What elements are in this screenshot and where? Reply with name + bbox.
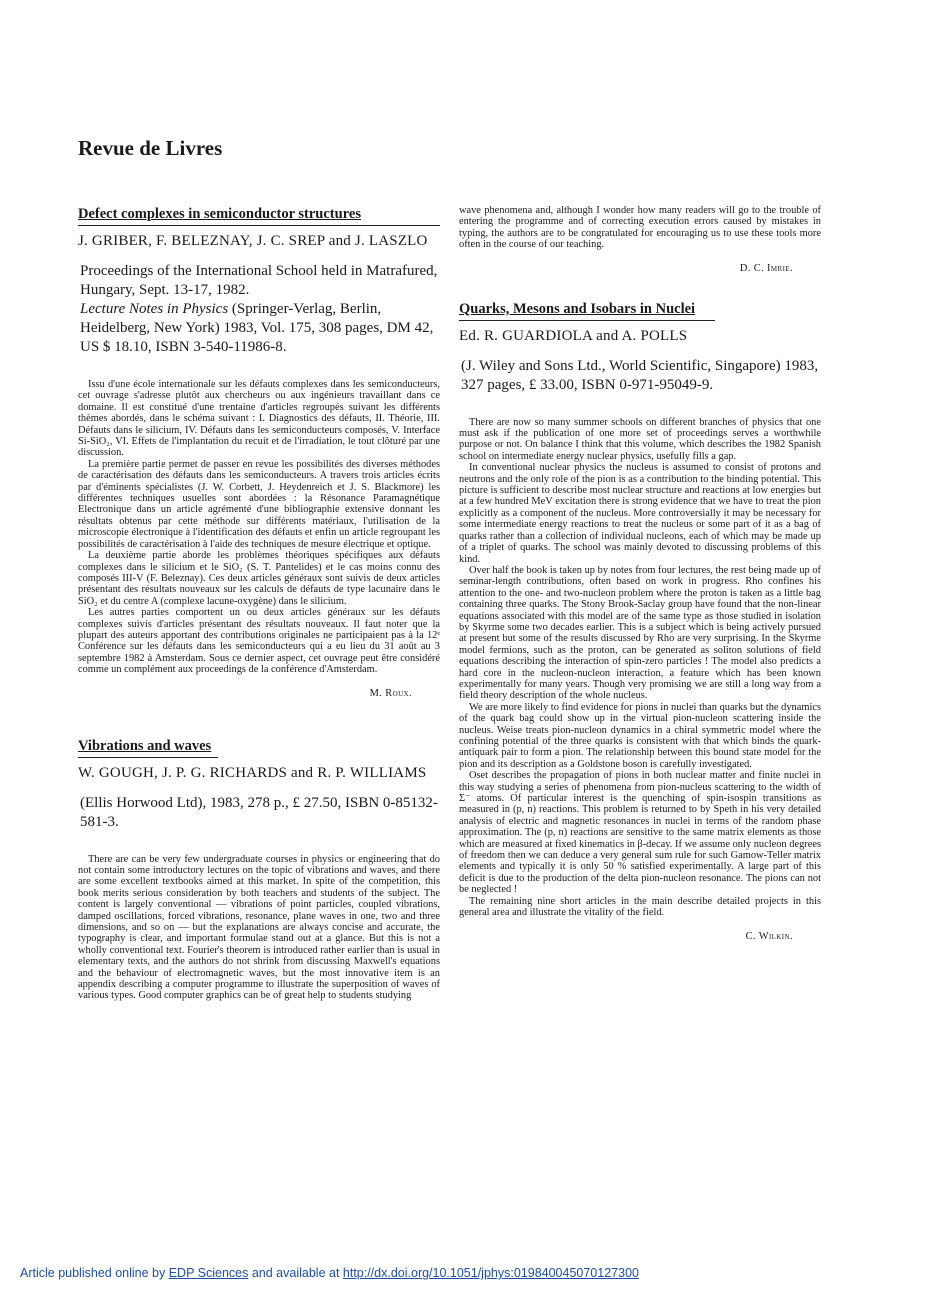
footer-prefix: Article published online by bbox=[20, 1266, 169, 1280]
review-body bbox=[459, 417, 821, 919]
review-body-continued bbox=[459, 205, 821, 251]
reviewer-signature: C. Wilkin. bbox=[745, 930, 793, 942]
footer-middle: and available at bbox=[248, 1266, 343, 1280]
review-quarks-mesons bbox=[459, 300, 821, 942]
publisher-link[interactable]: EDP Sciences bbox=[168, 1266, 249, 1280]
title-rule bbox=[78, 225, 440, 226]
series-title: Lecture Notes in Physics bbox=[80, 301, 229, 317]
review-title: Quarks, Mesons and Isobars in Nuclei bbox=[459, 300, 696, 317]
paragraph: In conventional nuclear physics the nucleus is assumed to consist of protons and neutrons and the only role of the pion is as a contribution to the binding potential. This picture is sufficient to describe most nuclear structure and reactions at low energies but at a few hundred MeV excitation there is strong evidence that we have to treat the pion explicitly as a component of the nucleus. More controversially it may be necessary for some intermediate energy reactions to treat the nucleus or some part of it as a bag of quarks rather than a collection of individual nucleons, each of which may be made up of a triplet of quarks. The school was mainly devoted to discussing problems of this kind. bbox=[459, 462, 821, 565]
review-body bbox=[78, 854, 440, 1002]
review-authors: J. GRIBER, F. BELEZNAY, J. C. SREP and J. LASZLO bbox=[78, 233, 428, 249]
citation-line: Proceedings of the International School held in Matrafured, Hungary, Sept. 13-17, 1982. bbox=[80, 263, 438, 298]
page-title: Revue de Livres bbox=[78, 136, 223, 160]
paragraph: The remaining nine short articles in the main describe detailed projects in this general area and illustrate the vitality of the field. bbox=[459, 895, 821, 919]
paragraph: La première partie permet de passer en revue les possibilités des diverses méthodes de caractérisation des défauts dans les semiconducteurs. A travers trois articles écrits par d'éminents spécialistes (J. W. Corbett, J. Heydenreich et J. S. Blackmore) les différentes techniques usuelles sont abordées : la Résonance Paramagnétique Electronique dans un article agrémenté d'une bibliographie extensive donnant les résultats obtenus par cette méthode sur différents matériaux, l'utilisation de la microscopie électronique à l'identification des défauts et enfin un article regroupant les possibilités de caractérisation à l'aide des techniques de mesure électrique et optique. bbox=[78, 458, 440, 550]
paragraph: Les autres parties comportent un ou deux articles généraux sur les défauts complexes suivis d'articles présentant des résultats nouveaux. Il faut noter que la plupart des auteurs apportant des contributions originales ne participaient pas à la 12ᵉ Conférence sur les défauts dans les semiconducteurs qui a eu lieu du 31 août au 3 septembre 1982 à Amsterdam. Sous ce dernier aspect, cet ouvrage peut être considéré comme un complément aux proceedings de la conférence d'Amsterdam. bbox=[78, 607, 440, 676]
review-title: Defect complexes in semiconductor structures bbox=[78, 206, 361, 222]
paragraph: La deuxième partie aborde les problèmes théoriques spécifiques aux défauts complexes dans le silicium et le SiO₂ (S. T. Pantelides) et le cas moins connu des composés III-V (F. Beleznay). Ces deux articles généraux sont suivis de deux articles présentant des résultats nouveaux sur les calculs de défauts de type lacunaire dans le SiO₂ et du centre A (complexe lacune-oxygène) dans le silicium. bbox=[78, 550, 440, 607]
doi-link[interactable]: http://dx.doi.org/10.1051/jphys:019840045070127300 bbox=[342, 1266, 639, 1280]
paragraph-continued: wave phenomena and, although I wonder how many readers will go to the trouble of entering the programme and of correcting execution errors caused by mistakes in typing, the authors are to be congratulated for encouraging us to use these tools more often in the course of our teaching. bbox=[459, 205, 821, 251]
review-title: Vibrations and waves bbox=[78, 737, 212, 754]
paragraph: We are more likely to find evidence for pions in nuclei than quarks but the dynamics of the quark bag could show up in the virtual pion-nucleon scattering inside the nucleus. Weise treats pion-nucleon dynamics in a chiral symmetric model where the confining potential of the three quarks is consistent with that which binds the quark-antiquark pair to form a pion. The relationship between this bound state model for the pion and its description as a Goldstone boson is carefully investigated. bbox=[459, 701, 821, 770]
review-body bbox=[78, 379, 440, 676]
paragraph: There are can be very few undergraduate courses in physics or engineering that do not contain some introductory lectures on the topic of vibrations and waves, and there are some excellent textbooks aimed at this market. In spite of the competition, this book merits serious consideration by both teachers and students of the subject. The content is largely conventional — vibrations of point particles, coupled vibrations, damped oscillations, forced vibrations, resonance, plane waves in one, two and three dimensions, and so on — but the explanations are always concise and accurate, the typography is clear, and important formulae stand out at a glance. But this is not a wholly conventional text. Fourier's theorem is introduced rather earlier than is usual in elementary texts, and the authors do not shrink from discussing Maxwell's equations and the behaviour of electromagnetic waves, but the most innovative item is an appendix describing a computer programme to illustrate the superposition of waves of various types. Good computer graphics can be of great help to students studying bbox=[78, 853, 440, 1002]
citation-publisher: (Springer-Verlag, Berlin, Heidelberg, New York) 1983, Vol. 175, 308 pages, DM 42, US $ 18.10, ISBN 3-540-11986-8. bbox=[80, 301, 434, 355]
review-defect-complexes bbox=[78, 205, 440, 699]
left-column bbox=[78, 205, 440, 1002]
paragraph: Issu d'une école internationale sur les défauts complexes dans les semiconducteurs, cet ouvrage s'adresse plutôt aux chercheurs ou aux ingénieurs travaillant dans ce domaine. Il est constitué d'une trentaine d'articles regroupés suivant les différents thèmes abordés, dans le schéma suivant : I. Diagnostics des défauts, II. Théorie, III. Défauts dans le silicium, IV. Défauts dans les semiconducteurs composés, V. Interface Si-SiO₂, VI. Effets de l'implantation du recuit et de l'irradiation, le tout clôturé par une discussion. bbox=[78, 379, 440, 459]
reviewer-signature: M. Roux. bbox=[369, 687, 412, 699]
section-gap bbox=[78, 699, 440, 737]
title-rule bbox=[459, 320, 715, 321]
review-citation: (Ellis Horwood Ltd), 1983, 278 p., £ 27.50, ISBN 0-85132-581-3. bbox=[80, 794, 438, 830]
paragraph: Over half the book is taken up by notes from four lectures, the rest being made up of seminar-length contributions, often based on work in progress. Rho confines his attention to the one- and two-nucleon problem where the proton is taken as a little bag containing three quarks. The Stony Brook-Saclay group have found that the non-linear equations associated with this model are of the same type as those studied in isolation by Skyrme some two decades earlier. This is a subject which is being actively pursued at present but some of the results discussed by Rho are very surprising. In the Skyrme model fermions, such as the proton, can be generated as soliton solutions of field equations describing the interaction of spin-zero particles ! The model also predicts a hard core in the nucleon-nucleon interaction, a feature which has been known experimentally for many years. Though very promising we are still a long way from a field theory description of the whole nucleus. bbox=[459, 564, 821, 702]
review-vibrations-waves bbox=[78, 737, 440, 1002]
review-authors: W. GOUGH, J. P. G. RICHARDS and R. P. WILLIAMS bbox=[78, 764, 427, 781]
title-rule bbox=[78, 757, 218, 758]
review-authors: Ed. R. GUARDIOLA and A. POLLS bbox=[459, 327, 688, 344]
citation-line bbox=[80, 300, 440, 357]
publication-footer bbox=[20, 1266, 639, 1280]
section-gap bbox=[459, 274, 821, 300]
review-citation bbox=[78, 262, 440, 357]
paragraph: Oset describes the propagation of pions in both nuclear matter and finite nuclei in this way studying a series of phenomena from pion-nucleus scattering to the width of Σ⁻ atoms. Of particular interest is the quenching of spin-isospin transitions as measured in (p, n) reactions. This problem is returned to by Speth in his very detailed analysis of electric and magnetic resonances in nuclei in terms of the random phase approximation. The (p, n) reactions are sensitive to the same matrix elements as those which are measured at fixed kinematics in β-decay. If we assume only nucleon degrees of freedom then we can deduce a very general sum rule for such Gamow-Teller matrix elements and typically it is only 50 % satisfied experimentally. A large part of this deficit is due to the production of the delta pion-nucleon resonance. The pions can not be neglected ! bbox=[459, 770, 821, 896]
reviewer-signature: D. C. Imrie. bbox=[739, 262, 793, 274]
review-citation: (J. Wiley and Sons Ltd., World Scientific, Singapore) 1983, 327 pages, £ 33.00, ISBN 0-971-95049-9. bbox=[461, 357, 819, 393]
paragraph: There are now so many summer schools on different branches of physics that one must ask if the publication of one more set of proceedings serves a worthwhile purpose or not. On balance I think that this volume, which describes the 1982 Spanish school on intermediate energy nuclear physics, usefully fills a gap. bbox=[459, 416, 821, 462]
right-column bbox=[459, 205, 821, 942]
